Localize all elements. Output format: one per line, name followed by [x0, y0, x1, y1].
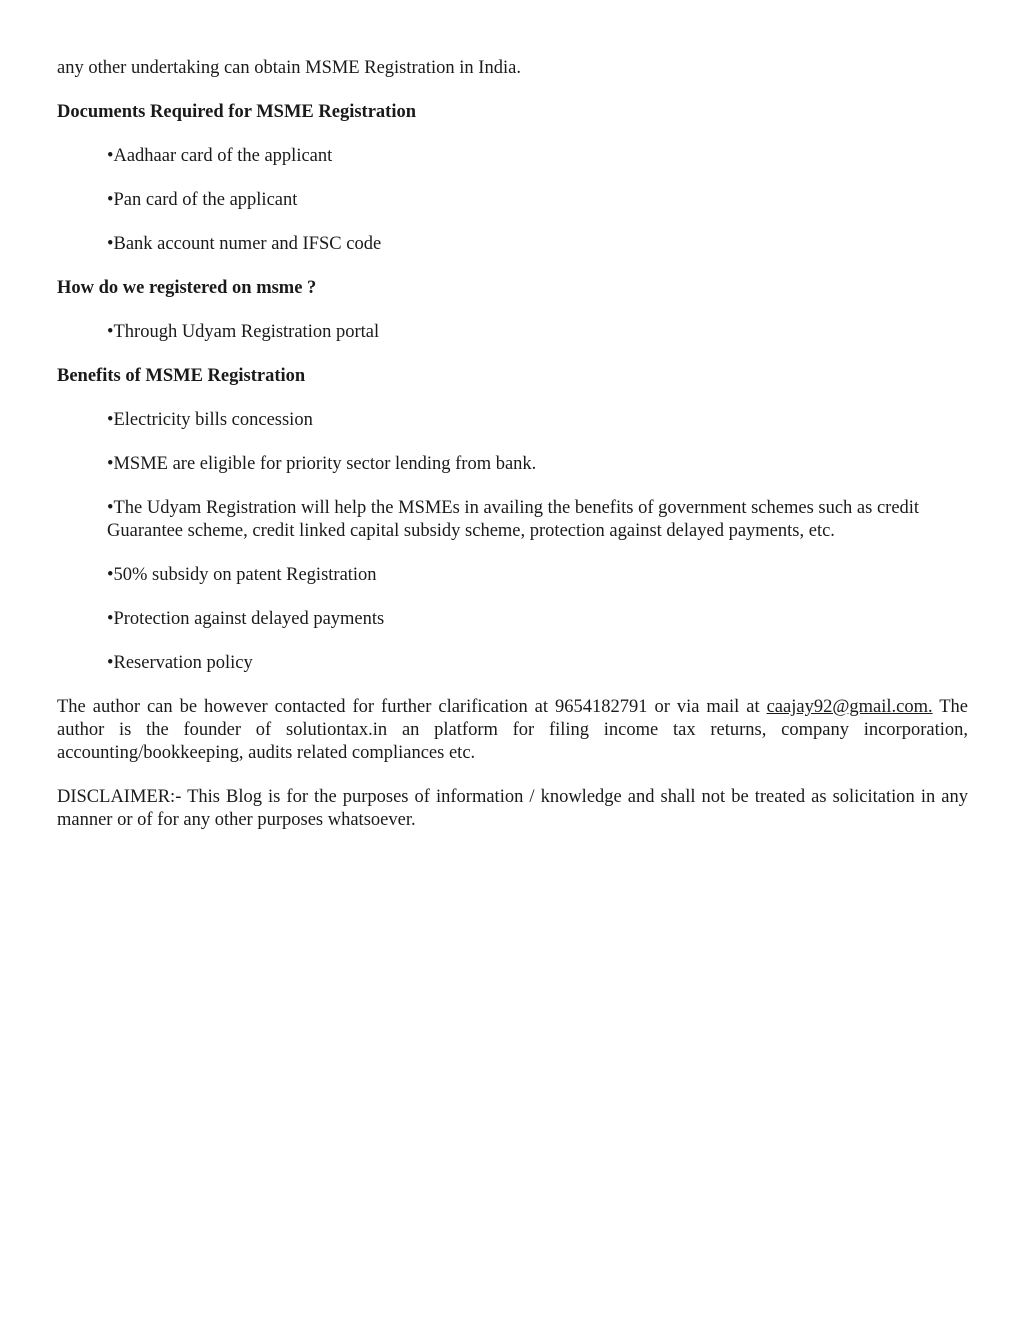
list-item: •MSME are eligible for priority sector lending from bank. — [107, 454, 537, 474]
disclaimer-paragraph: DISCLAIMER:- This Blog is for the purposes of information / knowledge and shall not be treated as solicitation in any manner or of for any other purposes whatsoever. — [57, 787, 968, 830]
email-link[interactable]: caajay92@gmail.com. — [766, 697, 933, 717]
howto-heading: How do we registered on msme ? — [57, 278, 317, 298]
list-item: •Bank account numer and IFSC code — [107, 234, 382, 254]
intro-paragraph: any other undertaking can obtain MSME Registration in India. — [57, 58, 521, 78]
list-item: •The Udyam Registration will help the MSMEs in availing the benefits of government schemes such as credit Guarantee scheme, credit linked capital subsidy scheme, protection against delayed payments, etc. — [107, 498, 920, 541]
list-item: •Through Udyam Registration portal — [107, 322, 380, 342]
contact-paragraph — [57, 696, 968, 765]
list-item: •50% subsidy on patent Registration — [107, 565, 377, 585]
document-page — [57, 57, 968, 853]
list-item: •Electricity bills concession — [107, 410, 313, 430]
contact-text-after: The author is the founder of solutiontax.in an platform for filing income tax returns, company incorporation, accounting/bookkeeping, audits related compliances etc. — [57, 697, 968, 763]
list-item: •Aadhaar card of the applicant — [107, 146, 333, 166]
contact-text-before: The author can be however contacted for further clarification at 9654182791 or via mail at — [57, 697, 767, 717]
benefits-heading: Benefits of MSME Registration — [57, 366, 306, 386]
list-item: •Reservation policy — [107, 653, 253, 673]
list-item: •Pan card of the applicant — [107, 190, 298, 210]
list-item: •Protection against delayed payments — [107, 609, 385, 629]
documents-heading: Documents Required for MSME Registration — [57, 102, 417, 122]
